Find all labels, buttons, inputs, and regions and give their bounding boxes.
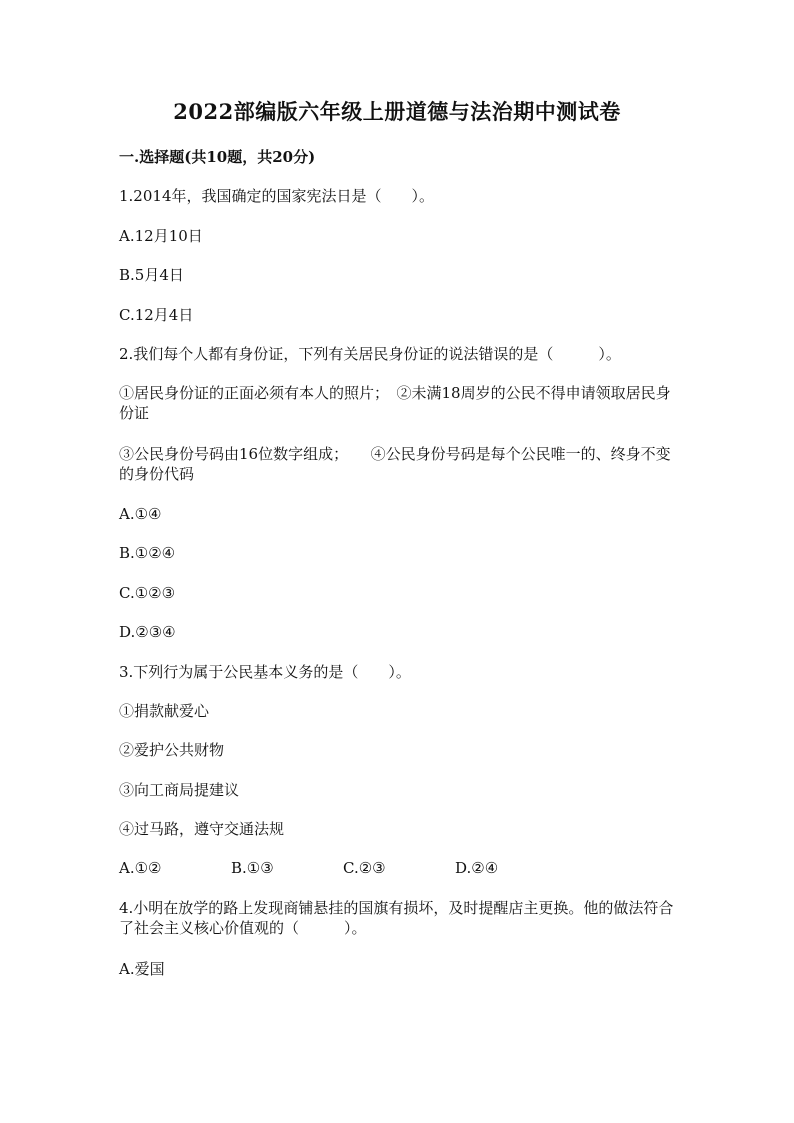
question-3-item-4: ④过马路，遵守交通法规 [119,820,285,838]
question-3-item-1: ①捐款献爱心 [119,702,210,720]
question-3-item-2: ②爱护公共财物 [119,741,225,759]
question-2-statement-1: ①居民身份证的正面必须有本人的照片； ②未满18周岁的公民不得申请领取居民身份证 [119,384,671,422]
question-3-option-d: D.②④ [455,859,499,877]
question-1-option-a: A.12月10日 [119,227,203,245]
question-3-option-c: C.②③ [343,859,386,877]
question-2-option-d: D.②③④ [119,623,176,641]
question-4-option-a: A.爱国 [119,960,165,978]
question-3-option-b: B.①③ [231,859,274,877]
question-1-option-c: C.12月4日 [119,306,194,324]
question-2-statement-2: ③公民身份号码由16位数字组成； ④公民身份号码是每个公民唯一的、终身不变的身份代码 [119,445,671,483]
question-2-option-b: B.①②④ [119,544,176,562]
question-3-options [119,858,567,878]
page-title: 2022部编版六年级上册道德与法治期中测试卷 [173,99,621,124]
question-3-option-a: A.①② [119,859,162,877]
question-4-stem: 4.小明在放学的路上发现商铺悬挂的国旗有损坏，及时提醒店主更换。他的做法符合了社会主义核心价值观的（ ）。 [119,899,674,937]
question-2-stem: 2.我们每个人都有身份证，下列有关居民身份证的说法错误的是（ ）。 [119,345,621,363]
question-3-stem: 3.下列行为属于公民基本义务的是（ ）。 [119,663,411,681]
section-heading: 一.选择题(共10题，共20分) [119,148,316,166]
question-3-item-3: ③向工商局提建议 [119,781,240,799]
question-1-option-b: B.5月4日 [119,266,184,284]
question-2-option-c: C.①②③ [119,584,176,602]
question-2-option-a: A.①④ [119,505,162,523]
question-1-stem: 1.2014年，我国确定的国家宪法日是（ ）。 [119,187,434,205]
